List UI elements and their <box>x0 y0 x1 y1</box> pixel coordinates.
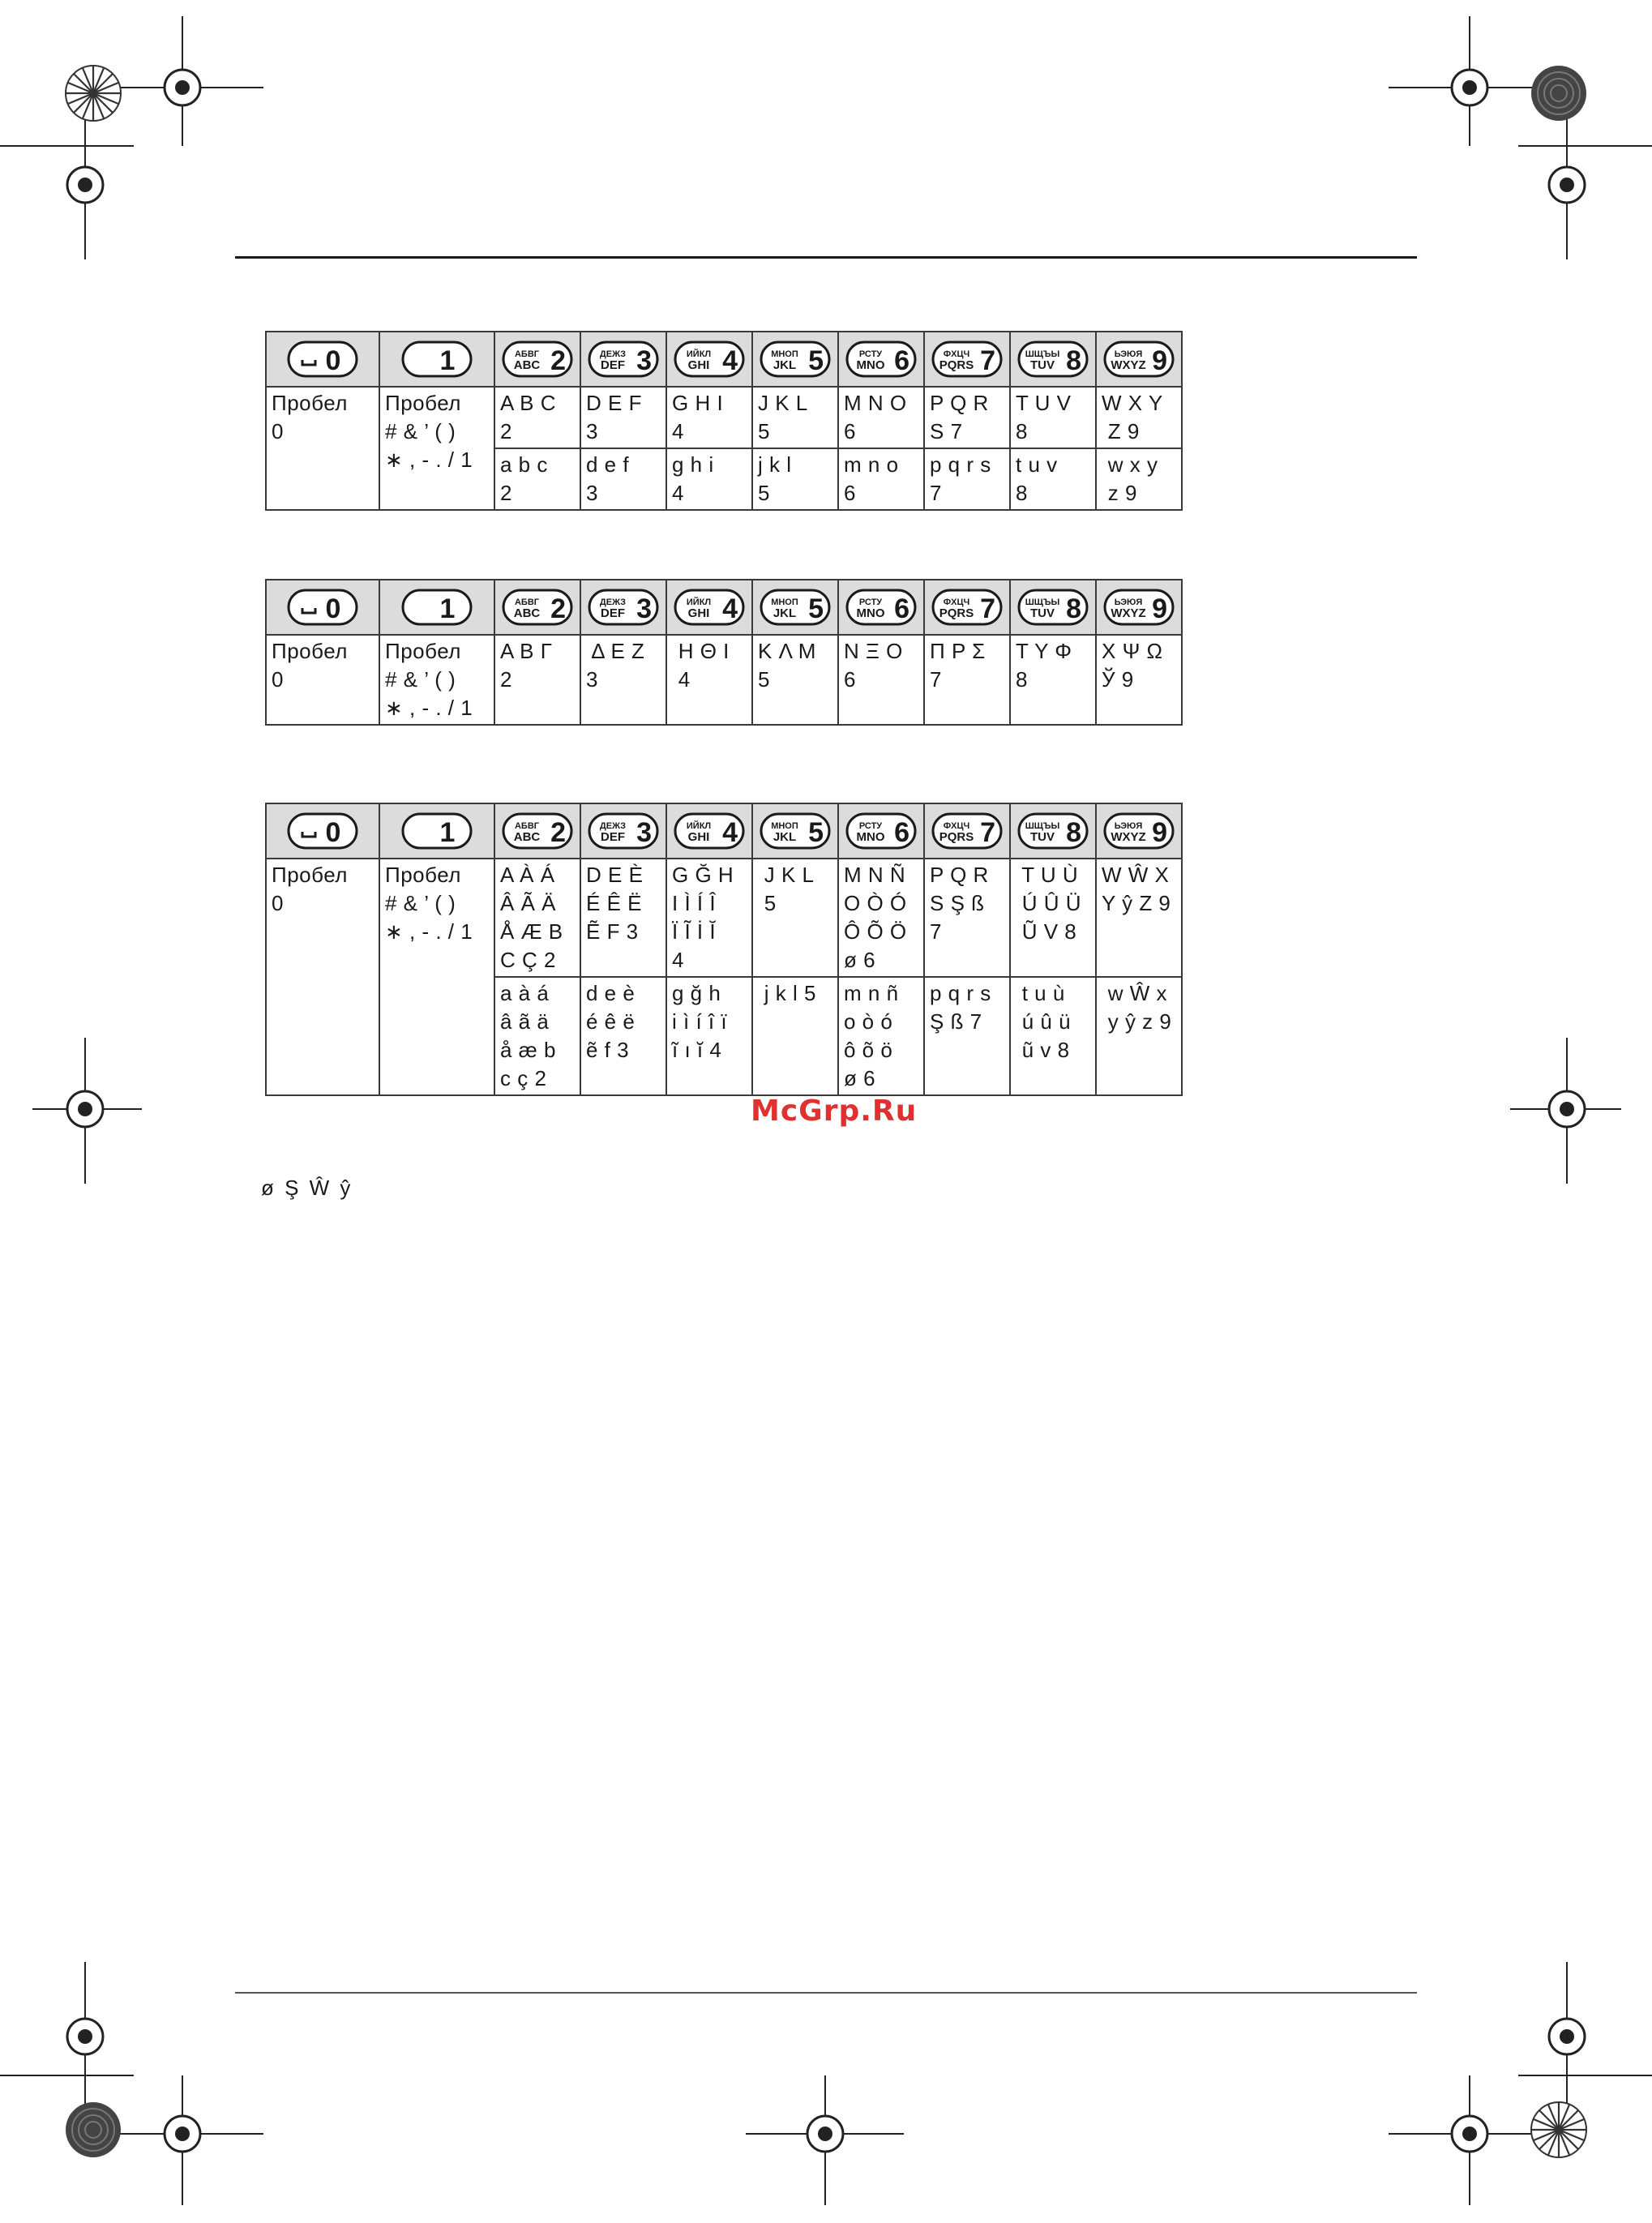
key-7-icon <box>931 811 1004 851</box>
key-latin-letters: GHI <box>687 606 710 620</box>
key-6-header <box>838 803 924 859</box>
key-4-icon <box>673 811 746 851</box>
key-1-header <box>379 803 494 859</box>
key-8-icon <box>1016 339 1089 379</box>
key-digit: 0 <box>325 593 341 624</box>
key-6-icon <box>845 587 918 627</box>
key-6-header <box>838 332 924 387</box>
key-cyrillic-letters: МНОП <box>771 598 798 607</box>
key-latin-letters: GHI <box>687 358 710 372</box>
key9-upper: X Ψ Ω Ў 9 <box>1096 635 1182 725</box>
key-digit: 9 <box>1152 593 1167 624</box>
key-latin-letters: MNO <box>856 606 885 620</box>
key-0-icon <box>286 811 359 851</box>
key5-lower: j k l 5 <box>752 448 838 510</box>
key-digit: 2 <box>550 817 566 848</box>
key-8-header <box>1010 332 1096 387</box>
key-3-icon <box>587 811 660 851</box>
key-9-header <box>1096 580 1182 635</box>
key4-lower: g ğ h i ì í î ï ĩ ı ĭ 4 <box>666 977 752 1095</box>
key-latin-letters: GHI <box>687 830 710 844</box>
key-8-icon <box>1016 811 1089 851</box>
key-6-header <box>838 580 924 635</box>
key-latin-letters: TUV <box>1030 830 1055 844</box>
key-2-header <box>494 332 580 387</box>
key-5-icon <box>759 587 832 627</box>
key-digit: 6 <box>894 817 909 848</box>
key9-lower: w Ŵ x y ŷ z 9 <box>1096 977 1182 1095</box>
key-cyrillic-letters: ДЕЖЗ <box>599 349 627 359</box>
key-cyrillic-letters: ФХЦЧ <box>943 598 970 607</box>
key-cyrillic-letters: АБВГ <box>514 821 540 831</box>
key-4-header <box>666 803 752 859</box>
key-cyrillic-letters: МНОП <box>771 821 798 831</box>
key-latin-letters: ABC <box>513 830 541 844</box>
key-8-header <box>1010 580 1096 635</box>
key-digit: 0 <box>325 817 341 848</box>
key8-lower: t u v 8 <box>1010 448 1096 510</box>
key2-lower: a b c 2 <box>494 448 580 510</box>
key8-upper: T Y Φ 8 <box>1010 635 1096 725</box>
key-latin-letters: DEF <box>601 830 625 844</box>
key-digit: 4 <box>722 593 738 624</box>
key-cyrillic-letters: ИЙКЛ <box>686 349 712 359</box>
key-2-icon <box>501 811 574 851</box>
key-cyrillic-letters: ШЩЪЫ <box>1025 821 1060 831</box>
key3-upper: D E È É Ê Ë Ẽ F 3 <box>580 859 666 977</box>
key3-upper: D E F 3 <box>580 387 666 448</box>
key-0-header <box>266 803 379 859</box>
key-cyrillic-letters: АБВГ <box>514 598 540 607</box>
key-digit: 1 <box>439 817 456 848</box>
key-3-header <box>580 803 666 859</box>
key-1-header <box>379 580 494 635</box>
key-header-row <box>266 580 1182 635</box>
key-5-header <box>752 803 838 859</box>
key-latin-letters: TUV <box>1030 606 1055 620</box>
key0-chars: Пробел 0 <box>266 635 379 725</box>
key-5-icon <box>759 811 832 851</box>
key4-lower: g h i 4 <box>666 448 752 510</box>
key5-lower: j k l 5 <box>752 977 838 1095</box>
key7-upper: Π P Σ 7 <box>924 635 1010 725</box>
key-9-icon <box>1102 811 1175 851</box>
key-0-icon <box>286 587 359 627</box>
extended-character-table <box>265 803 1183 1096</box>
key-latin-letters: PQRS <box>939 830 974 844</box>
key-4-icon <box>673 587 746 627</box>
key7-upper: P Q R S 7 <box>924 387 1010 448</box>
key-1-icon <box>400 811 473 851</box>
key-cyrillic-letters: ИЙКЛ <box>686 598 712 607</box>
key-8-icon <box>1016 587 1089 627</box>
key-latin-letters: WXYZ <box>1111 830 1146 844</box>
key3-upper: Δ E Z 3 <box>580 635 666 725</box>
key-digit: 9 <box>1152 345 1167 376</box>
key-latin-letters: ABC <box>513 358 541 372</box>
key-latin-letters: MNO <box>856 358 885 372</box>
key-4-icon <box>673 339 746 379</box>
key2-lower: a à á â ã ä å æ b c ç 2 <box>494 977 580 1095</box>
key-latin-letters: JKL <box>773 358 797 372</box>
key-1-header <box>379 332 494 387</box>
key-latin-letters: PQRS <box>939 358 974 372</box>
key-digit: 3 <box>636 345 652 376</box>
key-header-row <box>266 332 1182 387</box>
key-latin-letters: JKL <box>773 830 797 844</box>
key-cyrillic-letters: МНОП <box>771 349 798 359</box>
key-digit: 5 <box>808 593 824 624</box>
key6-lower: m n o 6 <box>838 448 924 510</box>
key-2-icon <box>501 339 574 379</box>
key-digit: 8 <box>1066 345 1081 376</box>
key1-chars: Пробел # & ’ ( ) ∗ , - . / 1 <box>379 635 494 725</box>
key4-upper: G H I 4 <box>666 387 752 448</box>
key5-upper: J K L 5 <box>752 387 838 448</box>
key5-upper: J K L 5 <box>752 859 838 977</box>
key-cyrillic-letters: РСТУ <box>858 349 883 359</box>
key7-lower: p q r s 7 <box>924 448 1010 510</box>
key6-upper: N Ξ O 6 <box>838 635 924 725</box>
key7-upper: P Q R S Ş ß 7 <box>924 859 1010 977</box>
key-3-icon <box>587 339 660 379</box>
uppercase-row <box>266 635 1182 725</box>
key-digit: 0 <box>325 345 341 376</box>
key4-upper: H Θ I 4 <box>666 635 752 725</box>
key-cyrillic-letters: РСТУ <box>858 821 883 831</box>
key-7-icon <box>931 339 1004 379</box>
key1-chars: Пробел # & ’ ( ) ∗ , - . / 1 <box>379 859 494 1095</box>
key5-upper: K Λ M 5 <box>752 635 838 725</box>
key-latin-letters: ABC <box>513 606 541 620</box>
key-digit: 4 <box>722 817 738 848</box>
key2-upper: A B C 2 <box>494 387 580 448</box>
key-latin-letters: DEF <box>601 606 625 620</box>
key-digit: 8 <box>1066 817 1081 848</box>
key-digit: 4 <box>722 345 738 376</box>
key2-upper: A À Á Â Ã Ä Å Æ B C Ç 2 <box>494 859 580 977</box>
key-5-icon <box>759 339 832 379</box>
key-header-row <box>266 803 1182 859</box>
key-0-header <box>266 332 379 387</box>
key-0-icon <box>286 339 359 379</box>
key1-chars: Пробел # & ’ ( ) ∗ , - . / 1 <box>379 387 494 510</box>
key-1-icon <box>400 587 473 627</box>
key9-lower: w x y z 9 <box>1096 448 1182 510</box>
key-digit: 8 <box>1066 593 1081 624</box>
key-digit: 5 <box>808 345 824 376</box>
key-3-icon <box>587 587 660 627</box>
key-cyrillic-letters: ДЕЖЗ <box>599 598 627 607</box>
header-rule <box>235 256 1417 259</box>
key6-upper: M N Ñ O Ò Ó Ô Õ Ö ø 6 <box>838 859 924 977</box>
key-cyrillic-letters: ИЙКЛ <box>686 821 712 831</box>
key3-lower: d e è é ê ë ẽ f 3 <box>580 977 666 1095</box>
key9-upper: W X Y Z 9 <box>1096 387 1182 448</box>
greek-character-table <box>265 579 1183 726</box>
key-digit: 1 <box>439 345 456 376</box>
key-6-icon <box>845 811 918 851</box>
uppercase-row <box>266 387 1182 448</box>
key-2-icon <box>501 587 574 627</box>
key-digit: 2 <box>550 593 566 624</box>
key-cyrillic-letters: ФХЦЧ <box>943 349 970 359</box>
key7-lower: p q r s Ş ß 7 <box>924 977 1010 1095</box>
key-9-header <box>1096 332 1182 387</box>
key-8-header <box>1010 803 1096 859</box>
footnote-characters: ø Ş Ŵ ŷ <box>261 1176 353 1200</box>
key-2-header <box>494 803 580 859</box>
key-latin-letters: MNO <box>856 830 885 844</box>
key0-chars: Пробел 0 <box>266 859 379 1095</box>
key-digit: 3 <box>636 817 652 848</box>
key-latin-letters: PQRS <box>939 606 974 620</box>
key-digit: 3 <box>636 593 652 624</box>
key-cyrillic-letters: АБВГ <box>514 349 540 359</box>
key-cyrillic-letters: ШЩЪЫ <box>1025 598 1060 607</box>
key4-upper: G Ğ H I Ì Í Î Ï Ĩ İ Ĭ 4 <box>666 859 752 977</box>
key-digit: 7 <box>980 593 995 624</box>
watermark: McGrp.Ru <box>751 1094 918 1128</box>
key-3-header <box>580 580 666 635</box>
key0-chars: Пробел 0 <box>266 387 379 510</box>
key9-upper: W Ŵ X Y ŷ Z 9 <box>1096 859 1182 977</box>
key-digit: 5 <box>808 817 824 848</box>
key-cyrillic-letters: ШЩЪЫ <box>1025 349 1060 359</box>
key-digit: 6 <box>894 345 909 376</box>
key8-upper: T U Ù Ú Û Ü Ũ V 8 <box>1010 859 1096 977</box>
key-digit: 2 <box>550 345 566 376</box>
key-digit: 7 <box>980 817 995 848</box>
key-4-header <box>666 580 752 635</box>
key-latin-letters: WXYZ <box>1111 606 1146 620</box>
key-cyrillic-letters: ЬЭЮЯ <box>1114 349 1143 359</box>
key-cyrillic-letters: РСТУ <box>858 598 883 607</box>
key-9-icon <box>1102 339 1175 379</box>
key-digit: 7 <box>980 345 995 376</box>
key-5-header <box>752 332 838 387</box>
key-9-icon <box>1102 587 1175 627</box>
key-1-icon <box>400 339 473 379</box>
key-0-header <box>266 580 379 635</box>
key8-upper: T U V 8 <box>1010 387 1096 448</box>
key-7-icon <box>931 587 1004 627</box>
key-latin-letters: WXYZ <box>1111 358 1146 372</box>
key-7-header <box>924 332 1010 387</box>
footer-rule <box>235 1992 1417 1994</box>
key-latin-letters: DEF <box>601 358 625 372</box>
key2-upper: A B Γ 2 <box>494 635 580 725</box>
key-cyrillic-letters: ДЕЖЗ <box>599 821 627 831</box>
key-5-header <box>752 580 838 635</box>
key-4-header <box>666 332 752 387</box>
key-digit: 6 <box>894 593 909 624</box>
latin-character-table <box>265 331 1183 511</box>
key-digit: 1 <box>439 593 456 624</box>
key-9-header <box>1096 803 1182 859</box>
key-7-header <box>924 803 1010 859</box>
key-cyrillic-letters: ЬЭЮЯ <box>1114 598 1143 607</box>
key-3-header <box>580 332 666 387</box>
key8-lower: t u ù ú û ü ũ v 8 <box>1010 977 1096 1095</box>
key6-lower: m n ñ o ò ó ô õ ö ø 6 <box>838 977 924 1095</box>
key-6-icon <box>845 339 918 379</box>
key6-upper: M N O 6 <box>838 387 924 448</box>
key-cyrillic-letters: ФХЦЧ <box>943 821 970 831</box>
uppercase-row <box>266 859 1182 977</box>
key-latin-letters: TUV <box>1030 358 1055 372</box>
key3-lower: d e f 3 <box>580 448 666 510</box>
key-cyrillic-letters: ЬЭЮЯ <box>1114 821 1143 831</box>
key-7-header <box>924 580 1010 635</box>
key-digit: 9 <box>1152 817 1167 848</box>
key-2-header <box>494 580 580 635</box>
key-latin-letters: JKL <box>773 606 797 620</box>
